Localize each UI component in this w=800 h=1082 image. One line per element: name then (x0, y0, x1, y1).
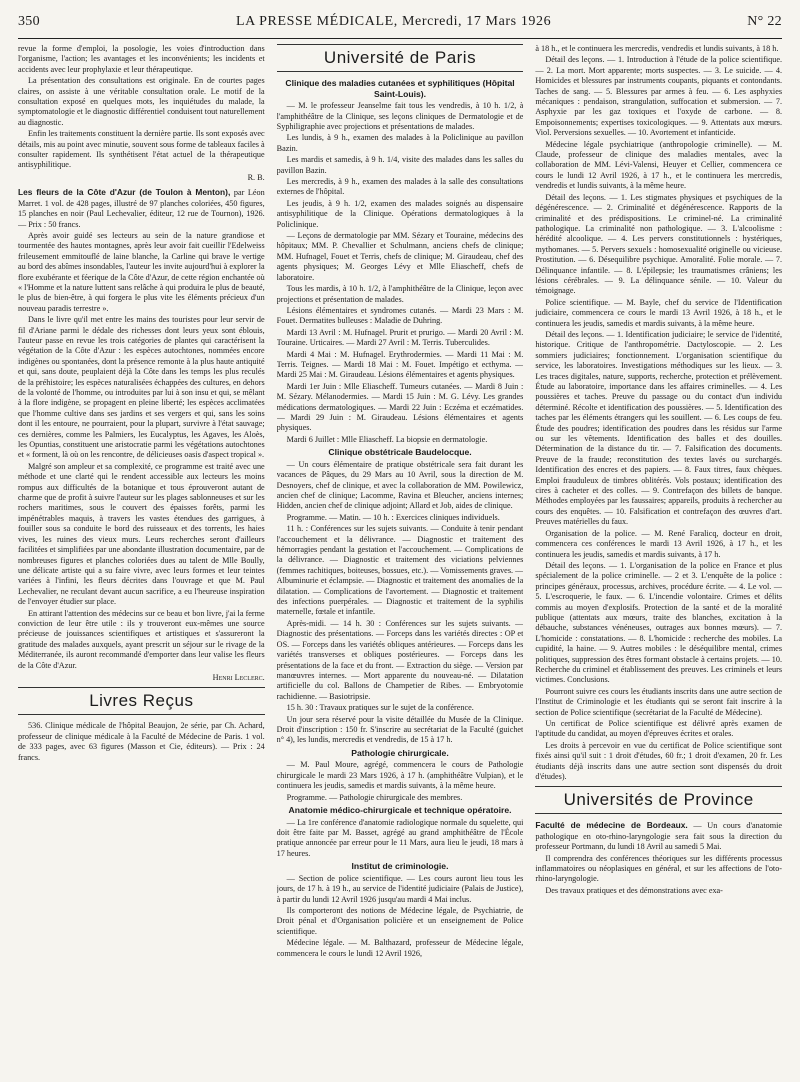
paragraph: Police scientifique. — M. Bayle, chef du service de l'Identification judiciaire, commencera ce cours le mardi 13 Avril 1926, à 18 h., et le continuera les jeudis, samedis et mardis suivants, à la même heure. (535, 297, 783, 328)
page-number: 350 (18, 14, 40, 29)
paragraph: — La 1re conférence d'anatomie radiologique normale du squelette, qui doit être faite par M. Basset, agrégé au grand amphithéâtre de l'École pratique annoncée par erreur pour le 11 Mars, aura lieu le jeudi, 18 mars à 17 heures. (276, 817, 524, 858)
paragraph-text: — Un cours d'anatomie pathologique en oto-rhino-laryngologie sera fait sous la direction du professeur Portmann, du lundi 18 Avril au samedi 5 Mai. (535, 821, 783, 852)
paragraph: Médecine légale psychiatrique (anthropologie criminelle). — M. Claude, professeur de clinique des maladies mentales, avec la collaboration de MM. Lévi-Valensi, Heuyer et Cellier, commencera ce cours le lundi 12 Avril 1926, à 17 h., et le continuera les mercredis, vendredis et lundis suivants, à la même heure. (535, 139, 783, 191)
paragraph: — Leçons de dermatologie par MM. Sézary et Touraine, médecins des hôpitaux; MM. P. Chevallier et Schulmann, anciens chefs de clinique; MM. Hufnagel, Fouet et Terris, chefs de clinique; M. Giraudeau, chef des agents physiques; M. Georges Lévy et Mlle Eliascheff, chefs de laboratoire. (276, 231, 524, 282)
section-title-province: Universités de Province (535, 786, 782, 814)
subheading: Faculté de médecine de Bordeaux. (535, 820, 688, 831)
paragraph: revue la forme d'emploi, la posologie, les voies d'introduction dans l'organisme, l'action; les avantages et les inconvénients; les incidents et accidents avec leur prophylaxie et leur thérapeutique. (18, 44, 265, 74)
paragraph: Les droits à percevoir en vue du certificat de Police scientifique sont fixés ainsi qu'il suit : 1 droit d'études, 60 fr.; 1 droit d'examen, 20 fr. Les étudiants déjà inscrits dans une autre section sont dispensés du droit d'études). (535, 740, 783, 782)
paragraph: 15 h. 30 : Travaux pratiques sur le sujet de la conférence. (286, 703, 474, 713)
book-meta: par Léon Marret. 1 vol. de 428 pages, illustré de 97 planches coloriées, 450 figures, 15 planches en noir (Paul Lechevalier, éditeur, 12 rue de Tournon), 1926. — Prix : 50 francs. (18, 188, 265, 229)
paragraph: Mardi 13 Avril : M. Hufnagel. Prurit et prurigo. — Mardi 20 Avril : M. Touraine. Urticaires. — Mardi 27 Avril : M. Terris. Tuberculides. (276, 327, 524, 348)
paragraph: Malgré son ampleur et sa complexité, ce programme est traité avec une méthode et une clarté qui le rendent accessible aux lecteurs les moins rompus aux difficultés de la botanique et tous éprouveront autant de charme que de profit à suivre l'auteur sur les plages sablonneuses et sur les rochers maritimes, sous le couvert des épaisses forêts, parmi les impénétrables maquis, à travers les vastes étendues des garrigues, à fouiller sous sa conduite le bord des ruisseaux et des torrents, les haies vives, les ruines des vieux murs. Leurs recherches seront d'ailleurs facilitées et simplifiées par une abondante illustration documentaire, par de nombreuses figures et planches coloriées dues au talent de Mlle Boully, une délicate artiste qui a su faire vivre, avec leurs formes et leur teintes variées à l'infini, les fleurs décrites dans l'ouvrage et que M. Paul Lechevalier, ne reculant devant aucun sacrifice, a eu l'heureuse inspiration de l'envoyer étudier sur place. (18, 461, 265, 607)
paragraph: Détail des leçons. — 1. Les stigmates physiques et psychiques de la dégénérescence. — 2. Criminalité et dégénérescence. Rapports de la criminalité et des prédispositions. Le criminel-né. La criminalité pathologique. La criminalité non pathologique. — 3. L'alcoolisme : hérédité alcoolique. — 4. Les pervers constitutionnels : hystériques, mythomanes. — 5. Pervers sexuels : homosexualité originelle ou vicieuse. Prostitution. — 6. Désequilibre psychique. Amoralité. Folie morale. — 7. Délinquance infantile. — 8. L'épilepsie; les traumatismes crâniens; les lésions cérébrales. — 9. La délinquance sénile. — 10. Valeur du témoignage. (535, 192, 783, 296)
subheading: Anatomie médico-chirurgicale et technique opératoire. (288, 804, 512, 815)
paragraph: Pourront suivre ces cours les étudiants inscrits dans une autre section de l'Institut de Criminologie et les étudiants qui se seront fait inscrire à la section de Police scientifique (secrétariat de la Faculté de Médecine). (535, 686, 783, 717)
paragraph: Les mardis et samedis, à 9 h. 1/4, visite des malades dans les salles du pavillon Bazin. (276, 155, 524, 175)
paragraph: Détail des leçons. — 1. Identification judiciaire; le service de l'identité, historique. Critique de l'anthropométrie. Dactyloscopie. — 2. Les sommiers judiciaires; fonctionnement. L'organisation scientifique du service, les laboratoires. Investigations méthodiques sur les lieux. — 3. Les traces digitales, nature, supports, recherche, protection et prélèvement. Étude au laboratoire, importance dans les affaires criminelles. — 4. Les poussières et taches. Preuve du passage ou du contact d'un individu déterminé. Récolte et identification des poussières. — 5. Identification des taches par les éléments étrangers qui les souillent. — 6. Les coups de feu. Étude des poudres; identification des poudres dans les résidus sur l'arme ou sur les vêtements. Identification des balles et des douilles. Détermination de la distance du tir. — 7. Falsification des documents. Preuve de la fraude; reconstitution des textes lavés ou surchargés. Identification des encres et des papiers. — 8. Faux titres, faux chèques. Emploi frauduleux de timbres oblitérés. Vols postaux; identification des cires à cacheter et des colles. — 9. Contrefaçon des billets de banque. Méthodes employées par les faussaires; appareils, produits à rechercher au cours des enquêtes. — 10. Falsification et contrefaçon des œuvres d'art. Preuves matérielles du faux. (535, 329, 783, 527)
book-title: Les fleurs de la Côte d'Azur (de Toulon à Menton), (18, 187, 231, 198)
paragraph: Après-midi. — 14 h. 30 : Conférences sur les sujets suivants. — Diagnostic des présentations. — Forceps dans les variétés directes : OP et OS. — Forceps dans les variétés obliques antérieures. — Forceps dans les variétés transverses et obliques postérieures. — Forceps dans les présentations de la face et du front. — Extraction du siège. — Version par manœuvres internes. — Mort apparente du nouveau-né. — Dilatation artificielle du col. Ballons de Champetier de Ribes. — Embryotomie rachidienne. — Basiotripsie. (276, 618, 524, 701)
paragraph: à 18 h., et le continuera les mercredis, vendredis et lundis suivants, à 18 h. (535, 44, 779, 53)
paragraph (535, 820, 782, 852)
signature: Henri Leclerc. (212, 672, 265, 682)
subheading: Clinique obstétricale Baudelocque. (328, 447, 472, 458)
section-title-livres: Livres Reçus (18, 687, 265, 715)
subheading: Institut de criminologie. (351, 861, 449, 872)
paragraph: — M. le professeur Jeanselme fait tous les vendredis, à 10 h. 1/2, à l'amphithéâtre de la Clinique, ses leçons cliniques de Dermatologie et de Syphiligraphie avec projections et présentations de malades. (276, 101, 524, 131)
paragraph: Après avoir guidé ses lecteurs au sein de la nature grandiose et tourmentée des hautes montagnes, après leur avoir fait cueillir l'Edelweiss frileusement emmitouflé de laine blanche, la Carline qui brave le vertige au bord des abîmes insondables, l'auteur les invite aujourd'hui à explorer la flore exubérante et féerique de la Côte d'Azur, de cette région enchantée où « l'Homme et la nature luttent sans relâche à qui produira le plus de beauté, le plus de bien-être, à qui forgera le plus vite les éléments précieux d'un nouveau paradis terrestre ». (18, 230, 265, 313)
paragraph: — Section de police scientifique. — Les cours auront lieu tous les jours, de 17 h. à 19 h., au service de l'identité judiciaire (Palais de Justice), à partir du lundi 12 Avril 1926 jusqu'au mardi 4 Mai inclus. (276, 873, 524, 904)
paragraph: Organisation de la police. — M. René Faralicq, docteur en droit, commencera ces conférences le mardi 13 Avril 1926, à 17 h., et les continuera les jeudis, samedis et mardis suivants, à 17 h. (535, 528, 783, 559)
paragraph: Enfin les traitements constituent la dernière partie. Ils sont exposés avec détails, mis au point avec minutie, souvent sous forme de tableaux faciles à consulter rapidement. Ils synthétisent l'état actuel de la thérapeutique antisyphilitique. (18, 129, 265, 170)
header-rule (18, 38, 782, 39)
paragraph: Un certificat de Police scientifique est délivré après examen de l'aptitude du candidat, au moyen d'épreuves écrites et orales. (535, 719, 783, 739)
paragraph: Ils comporteront des notions de Médecine légale, de Psychiatrie, de Droit pénal et d'Organisation policière et un enseignement de Police scientifique. (276, 906, 524, 936)
subheading: Clinique des maladies cutanées et syphilitiques (Hôpital Saint-Louis). (285, 78, 515, 99)
right-column (535, 44, 782, 1076)
paragraph: 11 h. : Conférences sur les sujets suivants. — Conduite à tenir pendant l'accouchement et la délivrance. — Diagnostic et traitement des hémorragies pendant la gestation et l'accouchement. — Complications de la délivrance. — Diagnostic et traitement des viciations pelviennes (femmes rachitiques, boiteuses, bossues, etc.). — Vomissements graves. — Albuminurie et éclampsie. — Diagnostic et traitement des anomalies de la dilatation. — Complications de l'avortement. — Diagnostic et traitement des infections puerpérales. — Diagnostic et traitement de la syphilis maternelle, fœtale et infantile. (276, 524, 524, 617)
paragraph: Un jour sera réservé pour la visite détaillée du Musée de la Clinique. Droit d'inscription : 150 fr. S'inscrire au secrétariat de la Faculté (guichet n° 4), les lundis, mercredis et vendredis, de 15 à 17 h. (276, 714, 524, 745)
paragraph: Les jeudis, à 9 h. 1/2, examen des malades soignés au dispensaire antisyphilitique de la Clinique. Opérations dermatologiques à la Policlinique. (276, 198, 524, 229)
paragraph: Les mercredis, à 9 h., examen des malades à la salle des consultations externes de l'hôpital. (276, 177, 524, 197)
paragraph: Détail des leçons. — 1. L'organisation de la police en France et plus spécialement de la police criminelle. — 2 et 3. L'enquête de la police : principes généraux, processus, archives, procédure écrite. — 4. Le vol. — 5. L'escroquerie, le faux. — 6. L'incendie volontaire. Crimes et délits commis au moyen d'explosifs. Protection de la santé et de la moralité publique (attentats aux mœurs, traite des blanches, excitation à la débauche, substances vénéneuses, outrages aux bonnes mœurs). — 7. L'homicide : constatations. — 8. L'homicide : recherche des mobiles. La cupidité, la haine. — 9. Autres mobiles : le déséquilibre mental, crimes politiques, suppression des êtres formant obstacle à certains projets. — 10. Recherche du criminel et établissement des preuves. Les criminels et leurs victimes. Conclusions. (535, 560, 783, 685)
subheading: Pathologie chirurgicale. (351, 747, 449, 758)
paragraph: Des travaux pratiques et des démonstrations avec exa- (545, 885, 723, 895)
section-title-paris: Université de Paris (277, 44, 524, 72)
paragraph: Les lundis, à 9 h., examen des malades à la Policlinique au pavillon Bazin. (276, 133, 524, 153)
paragraph: Mardi 4 Mai : M. Hufnagel. Erythrodermies. — Mardi 11 Mai : M. Terris. Teignes. — Mardi 18 Mai : M. Fouet. Impétigo et ecthyma. — Mardi 25 Mai : M. Giraudeau. Lésions élémentaires et agents physiques. (276, 349, 524, 380)
page-header (18, 14, 782, 36)
paragraph: Mardi 1er Juin : Mlle Eliascheff. Tumeurs cutanées. — Mardi 8 Juin : M. Sézary. Mélanodermies. — Mardi 15 Juin : M. G. Lévy. Les grandes médications dermatologiques. — Mardi 22 Juin : Eczéma et eczématides. — Mardi 29 Juin : M. Giraudeau. Lésions élémentaires et agents physiques. (276, 381, 524, 433)
middle-column (277, 44, 524, 1076)
paragraph: 536. Clinique médicale de l'hôpital Beaujon, 2e série, par Ch. Achard, professeur de clinique médicale à la Faculté de Médecine de Paris. 1 vol. de 333 pages, avec 63 figures (Masson et Cie, éditeurs). — Prix : 24 francs. (18, 721, 265, 762)
paragraph: Programme. — Matin. — 10 h. : Exercices cliniques individuels. (286, 512, 500, 522)
issue-number: N° 22 (747, 14, 782, 29)
paragraph: Lésions élémentaires et syndromes cutanés. — Mardi 23 Mars : M. Fouet. Dermatites bulleuses : Maladie de Duhring. (276, 305, 524, 326)
paragraph: Mardi 6 Juillet : Mlle Eliascheff. La biopsie en dermatologie. (286, 434, 488, 444)
paragraph: — M. Paul Moure, agrégé, commencera le cours de Pathologie chirurgicale le mardi 23 Mars 1926, à 17 h. (amphithéâtre Vulpian), et le continuera les jeudis, samedis et mardis suivants, à la même heure. (276, 760, 524, 791)
paragraph: Médecine légale. — M. Balthazard, professeur de Médecine légale, commencera le cours le lundi 12 Avril 1926, (276, 938, 524, 958)
paragraph: Tous les mardis, à 10 h. 1/2, à l'amphithéâtre de la Clinique, leçon avec projections et présentation de malades. (276, 284, 524, 304)
paragraph: En attirant l'attention des médecins sur ce beau et bon livre, j'ai la ferme conviction de leur être utile : ils y trouveront eux-mêmes une source précieuse de jouissances scientifiques et artistiques et s'assureront la gratitude des malades auxquels, ayant prescrit un séjour sur le rivage de la Méditerranée, ils auront recommandé d'emporter dans leur valise les fleurs de la Côte d'Azur. (18, 608, 265, 670)
paragraph: Détail des leçons. — 1. Introduction à l'étude de la police scientifique. — 2. La mort. Mort apparente; morts suspectes. — 3. Le suicide. — 4. Homicides et blessures par instruments coupants, piquants et contondants. Taches de sang. — 5. Blessures par armes à feu. — 6. Les asphyxies mécaniques : pendaison, strangulation, suffocation et submersion. — 7. Asphyxie par les gaz toxiques et l'oxyde de carbone. — 8. Empoisonnements; expertises toxicologiques. — 9. Attentats aux mœurs. Viol. Perversions sexuelles. — 10. Avortement et infanticide. (535, 55, 783, 138)
paragraph: Programme. — Pathologie chirurgicale des membres. (286, 792, 463, 802)
paragraph: La présentation des consultations est originale. En de courtes pages claires, on assiste à une véritable consultation orale. Le motif de la consultation exposé en quelques mots, les inquiétudes du malade, la symptomatologie et le diagnostic différentiel conduisent tout naturellement au diagnostic. (18, 76, 265, 127)
book-review (18, 187, 265, 230)
paragraph: — Un cours élémentaire de pratique obstétricale sera fait durant les vacances de Pâques, du 29 Mars au 10 Avril, sous la direction de M. Desnoyers, chef de clinique, et avec la collaboration de MM. Powilewicz, ancien chef de clinique; Lacomme, Ravina et Bleucher, anciens internes; Hidden, ancien chef de clinique adjoint; Allard et Job, aides de clinique. (276, 459, 524, 511)
signature: R. B. (247, 172, 265, 182)
left-column (18, 44, 265, 1076)
journal-title: LA PRESSE MÉDICALE, Mercredi, 17 Mars 1926 (235, 14, 552, 29)
paragraph: Il comprendra des conférences théoriques sur les différents processus inflammatoires ou néoplasiques en général, et sur les affections de l'oto-rhino-laryngologie. (535, 853, 783, 884)
paragraph: Dans le livre qu'il met entre les mains des touristes pour leur servir de fil d'Ariane parmi le dédale des richesses dont leurs yeux sont éblouis, l'auteur passe en revue les trois catégories de plantes qui caractérisent la végétation de la Côte d'Azur : les espèces autochtones, nommées encore indigènes ou spontanées, dont la présence remonte à la plus haute antiquité et qui, sans doute, peuplaient déjà la Côte dans les temps les plus reculés de la préhistoire; les espèces naturalisées échappées des cultures, en dehors de la volonté de l'homme, ou introduites par lui à son insu et qui, se mêlant à la flore indigène, se propagent en pleine liberté; les espèces acclimatées que l'homme cultive dans ses jardins et ses vergers et qui, sans les soins dont il les entoure, ne pourraient, pour la plupart, survivre à l'état sauvage; ces dernières, comme les Palmiers, les Eucalyptus, les Agaves, les Aloès, les Opuntias, constituent une aristocratie parmi les végétations autochtones et « forment, là où on les rencontre, de délicieuses oasis d'aspect tropical ». (18, 315, 265, 460)
